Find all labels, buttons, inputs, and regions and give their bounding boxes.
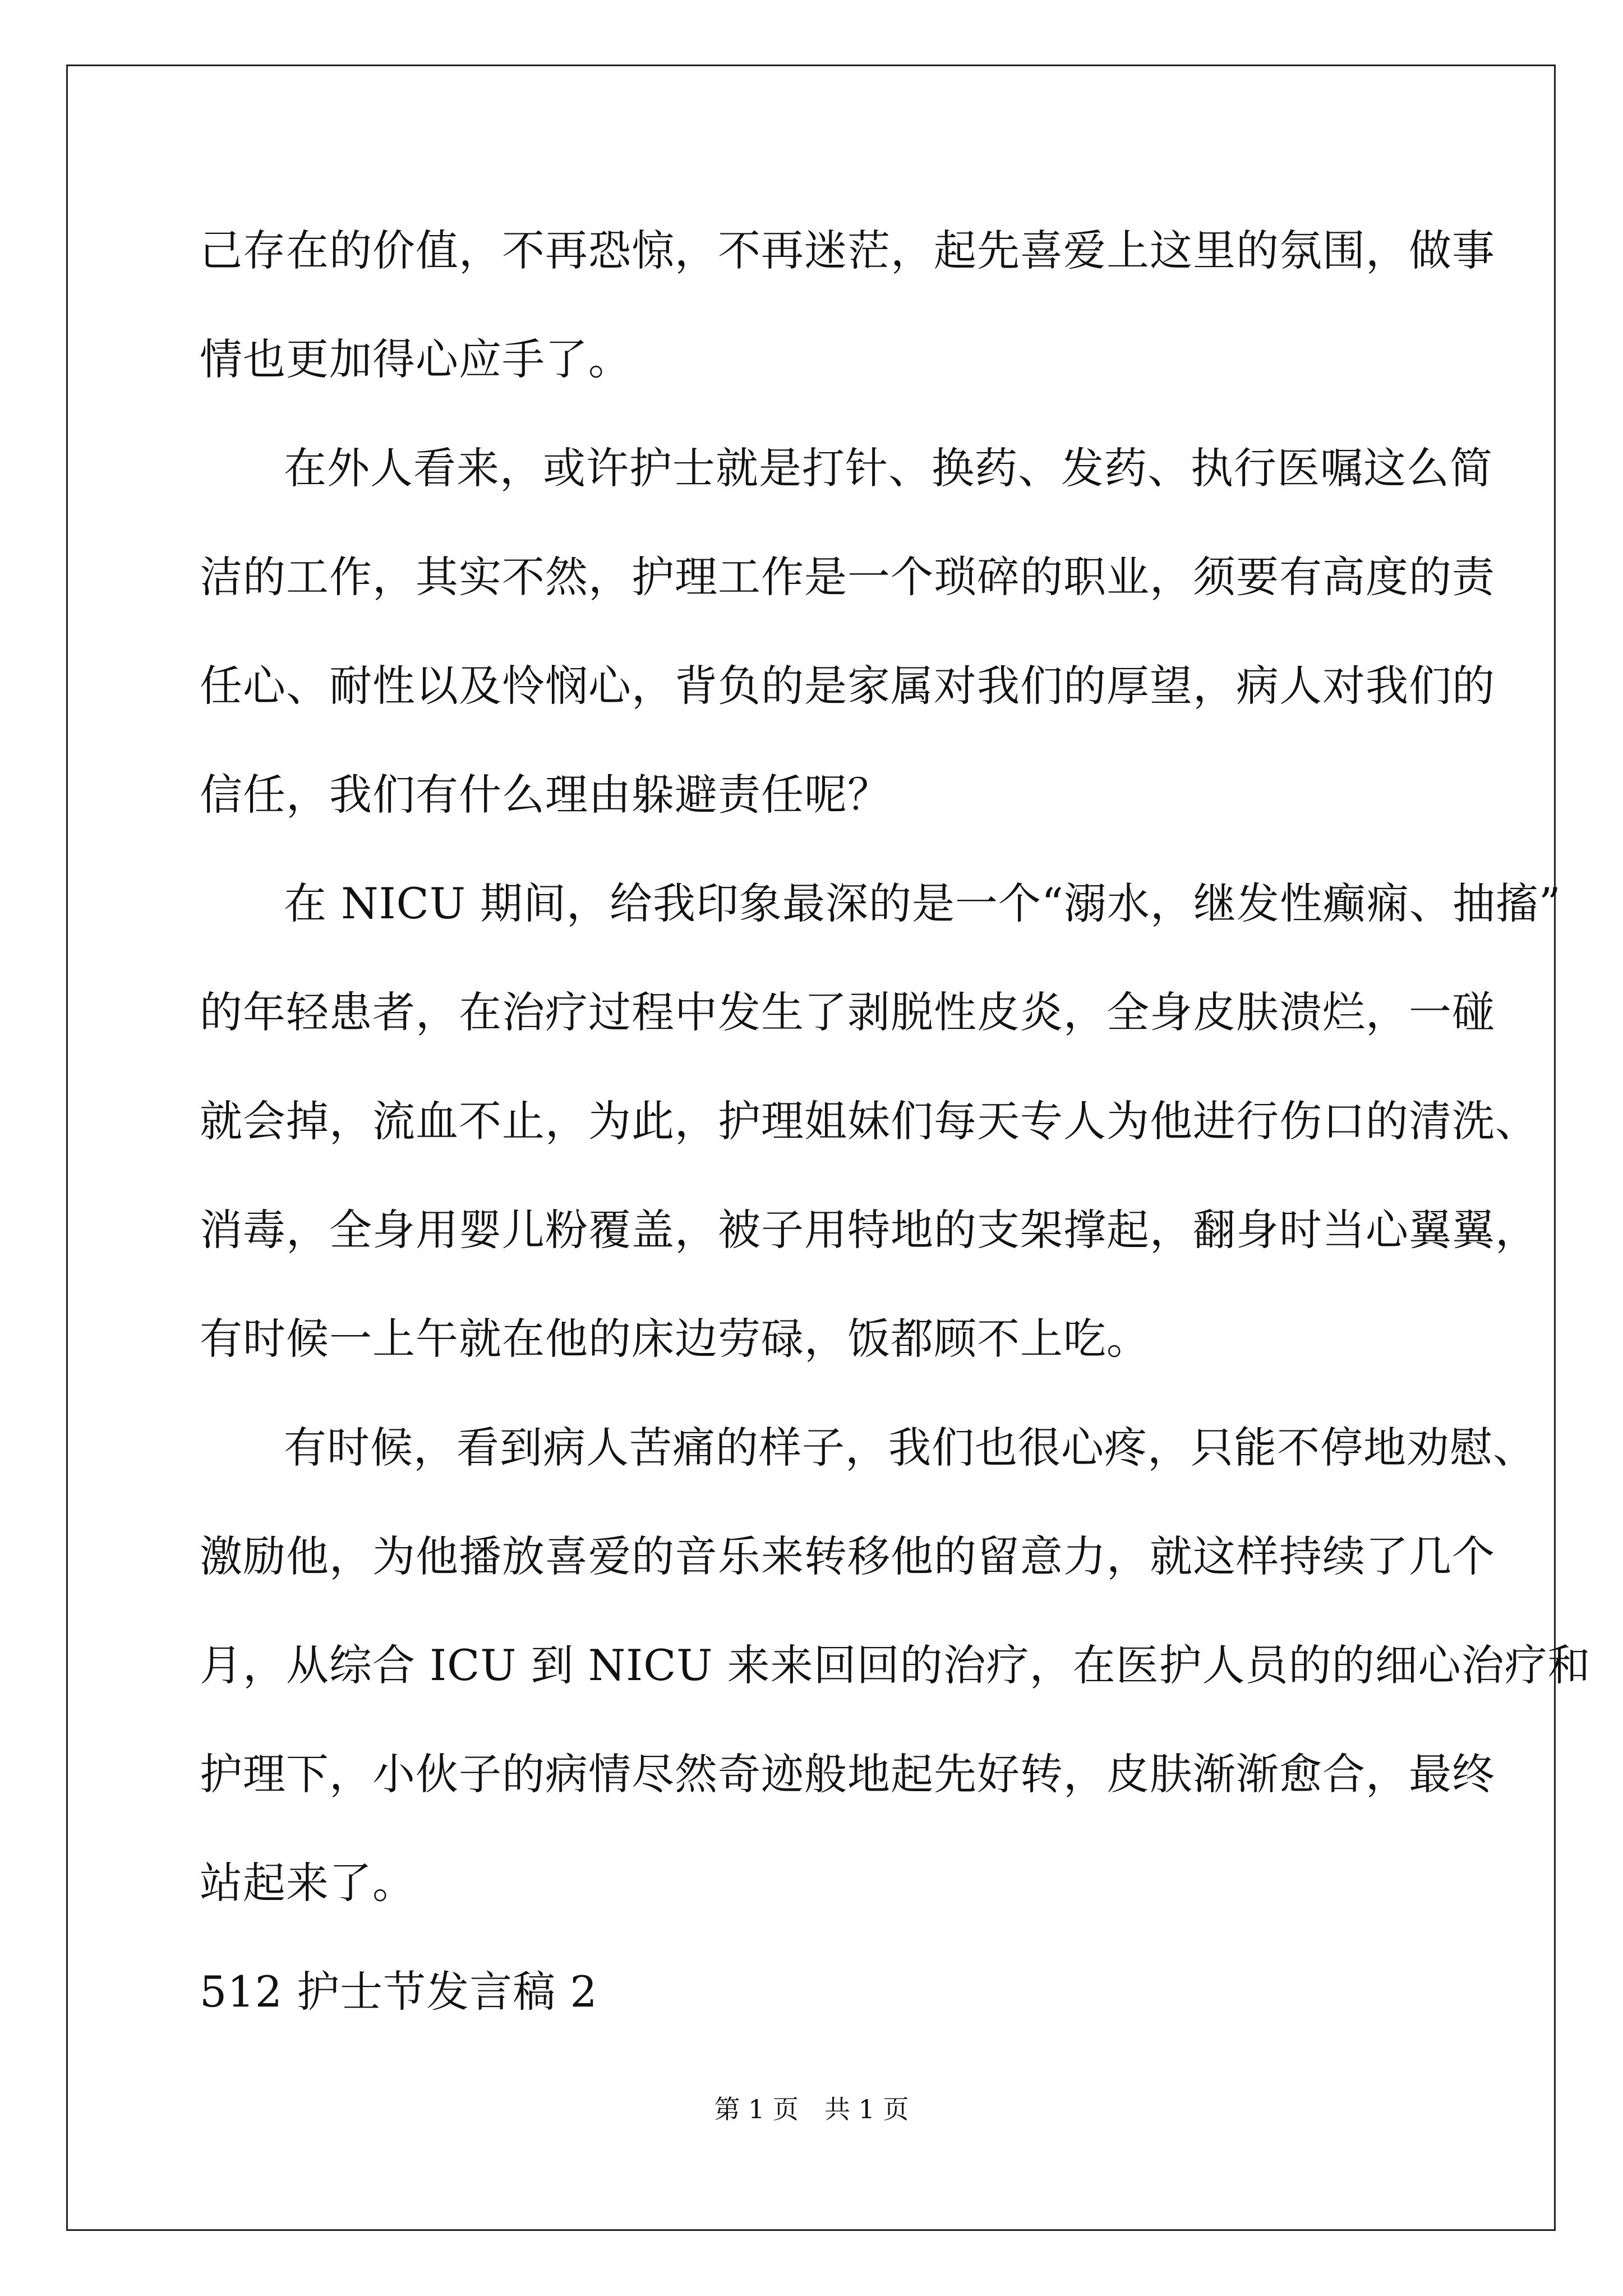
paragraph-start: 在 NICU 期间，给我印象最深的是一个“溺水，继发性癫痫、抽搐” (284, 878, 1561, 928)
text-line: 情也更加得心应手了。 (200, 334, 631, 384)
text-line: 站起来了。 (200, 1858, 416, 1908)
text-line: 护理下，小伙子的病情尽然奇迹般地起先好转，皮肤渐渐愈合，最终 (200, 1749, 1495, 1799)
page-footer: 第 1 页 共 1 页 (714, 2094, 909, 2124)
text-line: 有时候一上午就在他的床边劳碌，饭都顾不上吃。 (200, 1314, 1150, 1364)
paragraph-start: 在外人看来，或许护士就是打针、换药、发药、执行医嘱这么简 (284, 443, 1493, 493)
text-line: 己存在的价值，不再恐惊，不再迷茫，起先喜爱上这里的氛围，做事 (200, 226, 1495, 275)
text-line: 的年轻患者，在治疗过程中发生了剥脱性皮炎，全身皮肤溃烂，一碰 (200, 987, 1495, 1037)
text-line: 洁的工作，其实不然，护理工作是一个琐碎的职业，须要有高度的责 (200, 552, 1495, 602)
text-line: 消毒，全身用婴儿粉覆盖，被子用特地的支架撑起，翻身时当心翼翼， (200, 1205, 1538, 1255)
text-line: 月，从综合 ICU 到 NICU 来来回回的治疗，在医护人员的的细心治疗和 (200, 1640, 1591, 1690)
text-line: 任心、耐性以及怜悯心，背负的是家属对我们的厚望，病人对我们的 (200, 661, 1495, 711)
text-line: 信任，我们有什么理由躲避责任呢？ (200, 770, 891, 820)
text-line: 激励他，为他播放喜爱的音乐来转移他的留意力，就这样持续了几个 (200, 1531, 1495, 1581)
section-heading: 512 护士节发言稿 2 (200, 1967, 598, 2017)
paragraph-start: 有时候，看到病人苦痛的样子，我们也很心疼，只能不停地劝慰、 (284, 1423, 1536, 1473)
document-body (200, 196, 1591, 2046)
text-line: 就会掉，流血不止，为此，护理姐妹们每天专人为他进行伤口的清洗、 (200, 1096, 1538, 1146)
